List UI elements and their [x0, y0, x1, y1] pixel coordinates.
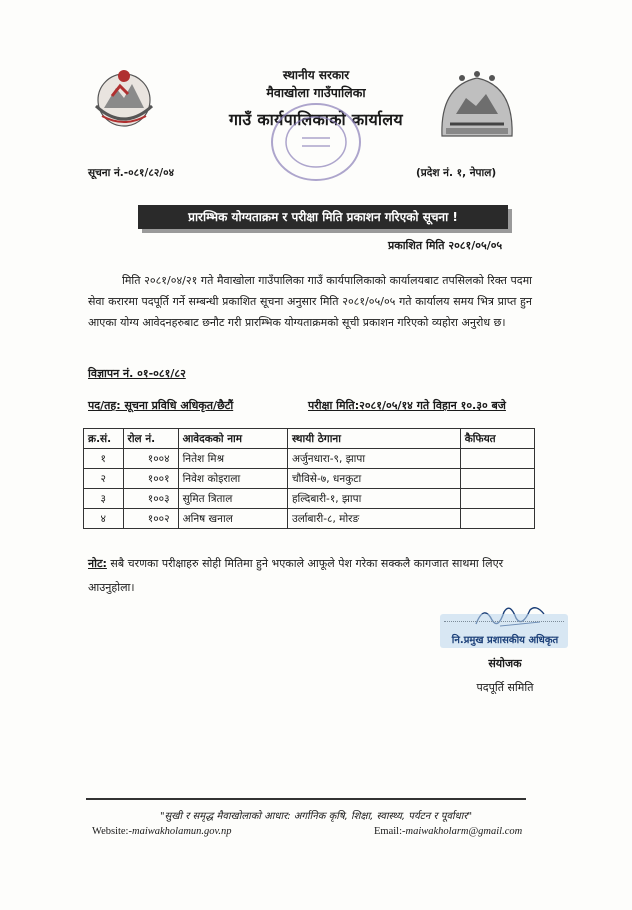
- table-row: [84, 469, 535, 489]
- notice-number: सूचना नं.-०८१/८२/०४: [88, 167, 175, 179]
- notice-title: प्रारम्भिक योग्यताक्रम र परीक्षा मिति प्रकाशन गरिएको सूचना !: [138, 205, 508, 229]
- cell-name: नितेश मिश्र: [178, 449, 287, 469]
- post-level: पद/तह: सूचना प्रविधि अधिकृत/छैटौं: [88, 399, 234, 412]
- website-label: Website:-: [92, 826, 132, 837]
- table-header-row: [84, 429, 535, 449]
- cell-serial: १: [84, 449, 124, 469]
- signatory-role: संयोजक: [488, 657, 522, 670]
- table-row: [84, 489, 535, 509]
- cell-name: अनिष खनाल: [178, 509, 287, 529]
- col-remark: कैफियत: [460, 429, 534, 449]
- published-date: प्रकाशित मिति २०८१/०५/०५: [388, 239, 503, 252]
- province-label: (प्रदेश नं. १, नेपाल): [416, 167, 497, 179]
- header-municipality: मैवाखोला गाउँपालिका: [266, 85, 366, 100]
- table-row: [84, 509, 535, 529]
- note-text: सबै चरणका परीक्षाहरु सोही मितिमा हुने भएकाले आफूले पेश गरेका सक्कलै कागजात साथमा लिएर आउनुहोला।: [88, 557, 504, 594]
- exam-date: परीक्षा मिति:२०८१/०५/१४ गते विहान १०.३० बजे: [308, 399, 506, 412]
- signatory-stamp-name: नि.प्रमुख प्रशासकीय अधिकृत: [451, 635, 559, 646]
- header-office: गाउँ कार्यपालिकाको कार्यालय: [228, 110, 404, 129]
- cell-address: अर्जुनधारा-९, झापा: [287, 449, 460, 469]
- col-address: स्थायी ठेगाना: [287, 429, 460, 449]
- cell-roll: १००४: [123, 449, 178, 469]
- col-roll: रोल नं.: [123, 429, 178, 449]
- cell-serial: ३: [84, 489, 124, 509]
- cell-remark: [460, 449, 534, 469]
- cell-roll: १००३: [123, 489, 178, 509]
- cell-remark: [460, 489, 534, 509]
- table-row: [84, 449, 535, 469]
- cell-roll: १००२: [123, 509, 178, 529]
- cell-address: चौविसे-७, धनकुटा: [287, 469, 460, 489]
- cell-serial: २: [84, 469, 124, 489]
- col-serial: क्र.सं.: [84, 429, 124, 449]
- cell-remark: [460, 469, 534, 489]
- note: [88, 552, 532, 600]
- footer-divider: [86, 798, 526, 800]
- office-stamp-icon: [268, 100, 364, 184]
- cell-address: हल्दिबारी-१, झापा: [287, 489, 460, 509]
- notice-body: [88, 270, 532, 333]
- email-label: Email:-: [374, 826, 406, 837]
- cell-name: निवेश कोइराला: [178, 469, 287, 489]
- cell-roll: १००१: [123, 469, 178, 489]
- cell-address: उर्लाबारी-८, मोरङ: [287, 509, 460, 529]
- email-link[interactable]: maiwakholarm@gmail.com: [405, 826, 523, 837]
- advertisement-number: विज्ञापन नं. ०१-०८१/८२: [88, 367, 186, 380]
- note-label: नोट:: [88, 557, 107, 570]
- signatory-committee: पदपूर्ति समिति: [476, 681, 534, 694]
- col-name: आवेदकको नाम: [178, 429, 287, 449]
- cell-name: सुमित त्रिताल: [178, 489, 287, 509]
- footer-slogan: "सुखी र समृद्ध मैवाखोलाको आधार: अर्गानिक कृषि, शिक्षा, स्वास्थ्य, पर्यटन र पूर्वाधार": [159, 811, 473, 822]
- cell-remark: [460, 509, 534, 529]
- website-link[interactable]: maiwakholamun.gov.np: [131, 826, 232, 837]
- footer-email: [374, 826, 522, 837]
- footer-website: [92, 826, 232, 837]
- candidate-table: [83, 428, 535, 529]
- cell-serial: ४: [84, 509, 124, 529]
- header-local-government: स्थानीय सरकार: [282, 68, 350, 82]
- notice-body-text: मिति २०८१/०४/२१ गते मैवाखोला गाउँपालिका गाउँ कार्यपालिकाको कार्यालयबाट तपसिलको रिक्त पदमा सेवा करारमा पदपूर्ति गर्ने सम्बन्धी प्रकाशित सूचना अनुसार मिति २०८१/०५/०५ गते कार्यालय समय भित्र प्राप्त हुन आएका योग्य आवेदनहरुबाट छनौट गरी प्रारम्भिक योग्यताक्रमको सूची प्रकाशन गरिएको व्यहोरा अनुरोध छ।: [88, 274, 532, 329]
